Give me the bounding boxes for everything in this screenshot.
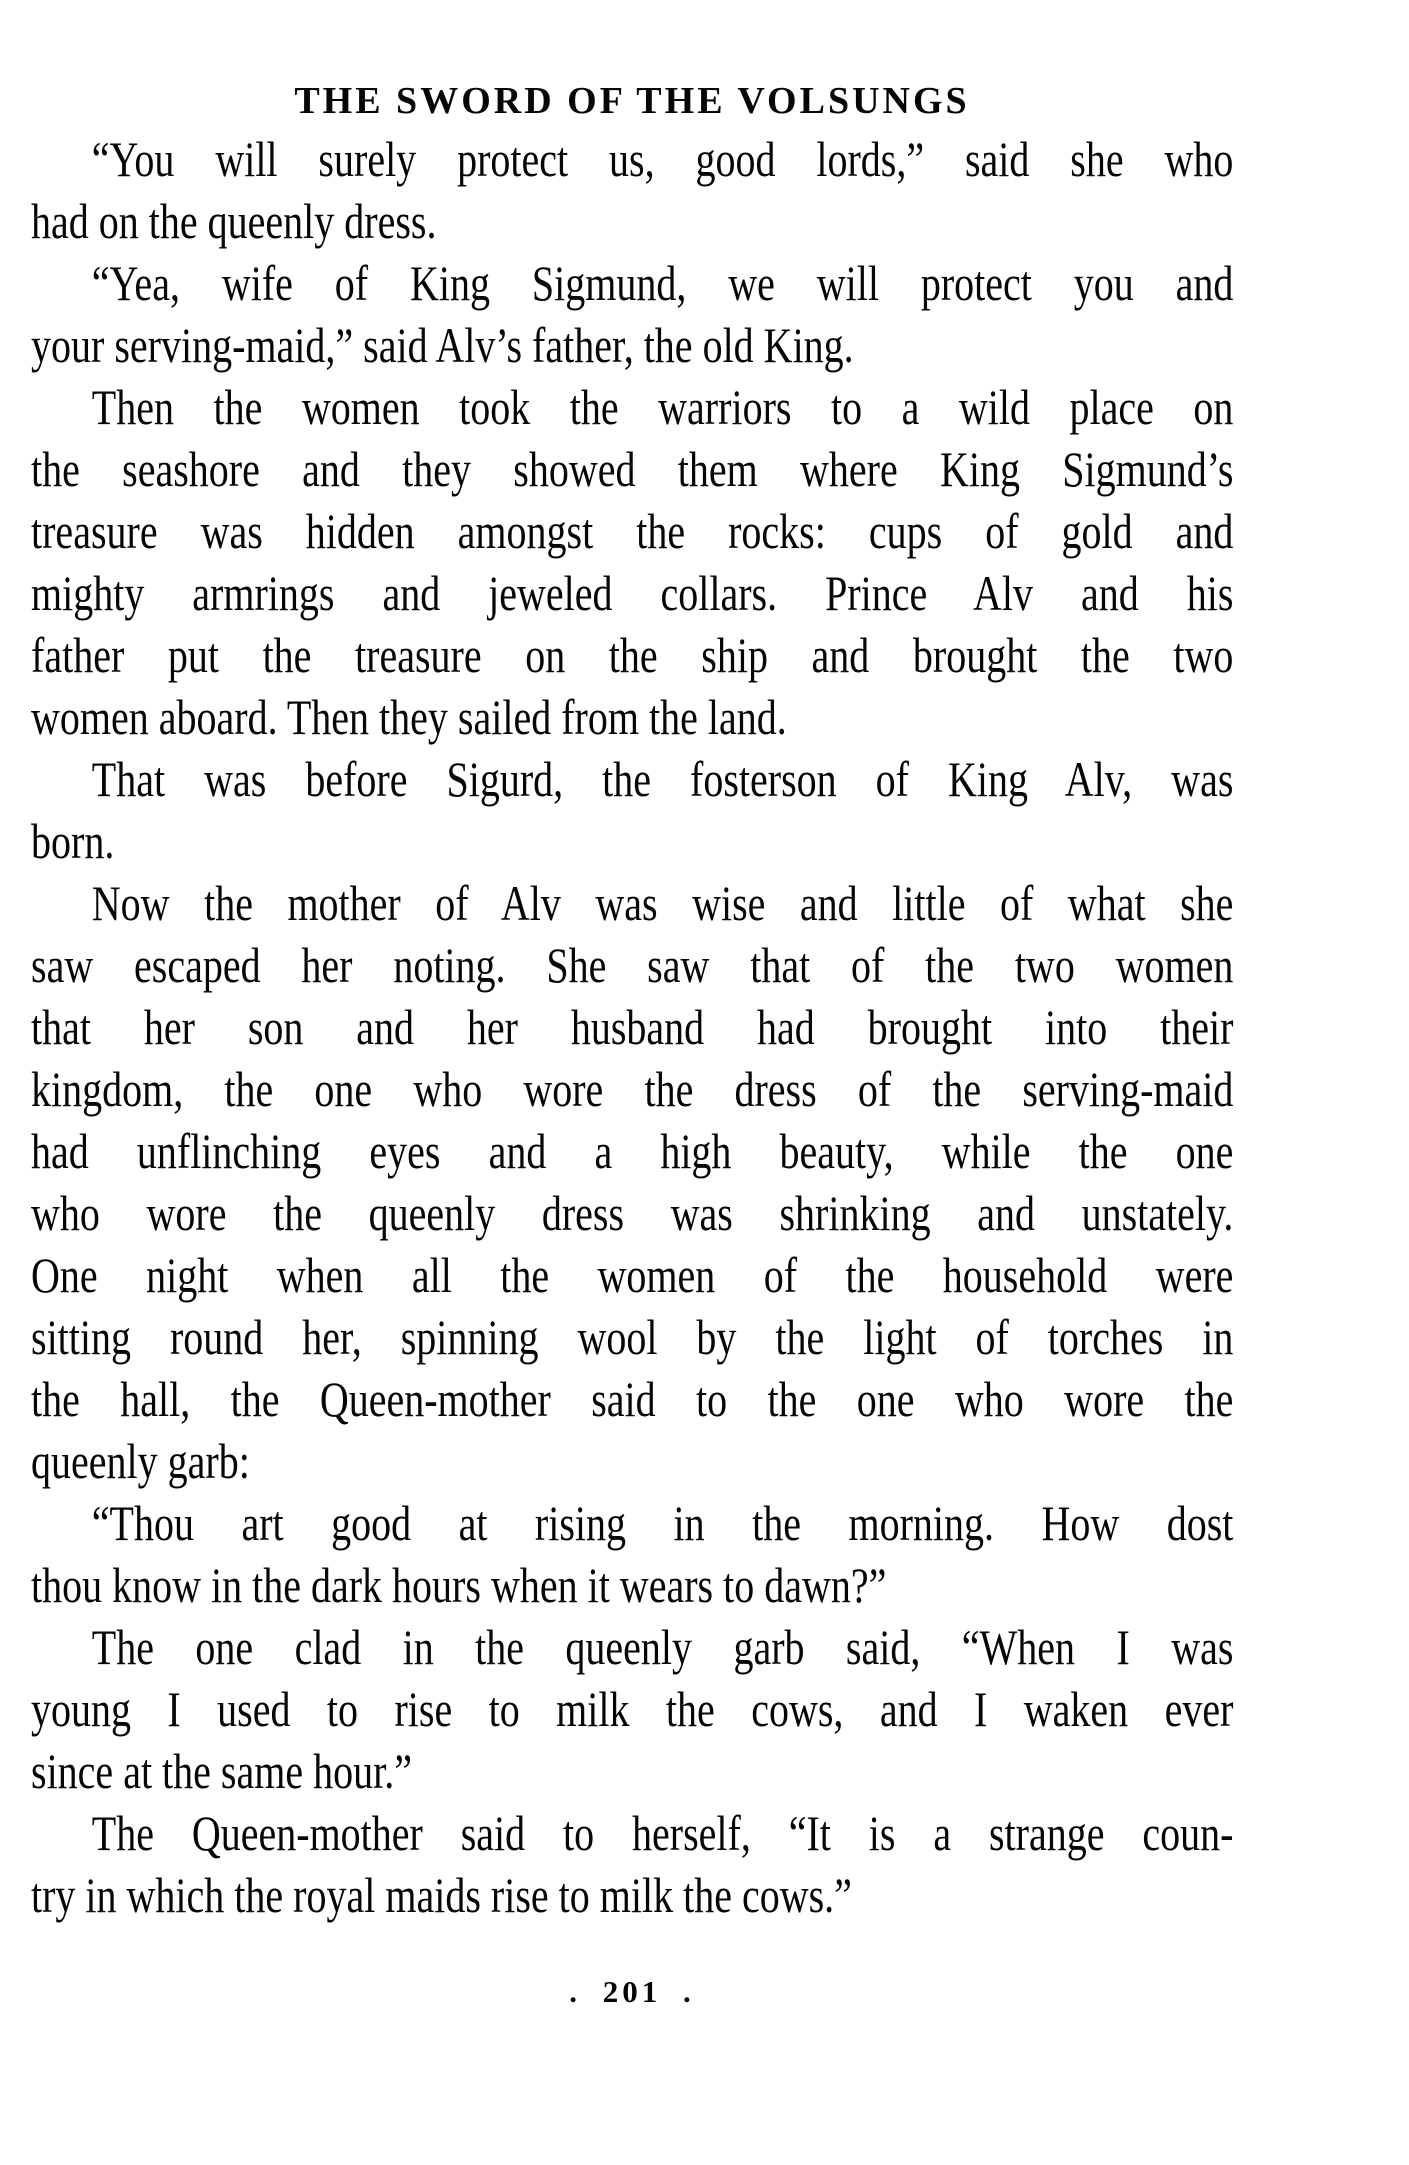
- paragraph: [31, 1492, 1233, 1616]
- text-line: had on the queenly dress.: [31, 193, 437, 249]
- paragraph: [31, 252, 1233, 376]
- running-header: THE SWORD OF THE VOLSUNGS: [294, 80, 970, 122]
- paragraph: [31, 1616, 1233, 1802]
- text-line: The Queen-mother said to herself, “It is a strange coun-: [91, 1805, 1234, 1861]
- paragraph: [31, 1802, 1233, 1926]
- text-line: That was before Sigurd, the fosterson of King Alv, was: [91, 751, 1234, 807]
- text-line: father put the treasure on the ship and brought the two: [31, 627, 1234, 683]
- text-line: since at the same hour.”: [31, 1743, 412, 1799]
- paragraph: [31, 872, 1233, 1492]
- text-line: thou know in the dark hours when it wears to dawn?”: [31, 1557, 887, 1613]
- text-line: the hall, the Queen-mother said to the one who wore the: [31, 1371, 1234, 1427]
- text-line: queenly garb:: [31, 1433, 250, 1489]
- text-line: sitting round her, spinning wool by the light of torches in: [31, 1309, 1234, 1365]
- text-line: that her son and her husband had brought into their: [31, 999, 1234, 1055]
- text-line: born.: [31, 813, 115, 869]
- text-line: had unflinching eyes and a high beauty, while the one: [31, 1123, 1234, 1179]
- text-line: your serving-maid,” said Alv’s father, the old King.: [31, 317, 854, 373]
- text-line: the seashore and they showed them where King Sigmund’s: [31, 441, 1234, 497]
- text-line: saw escaped her noting. She saw that of the two women: [31, 937, 1234, 993]
- text-line: try in which the royal maids rise to milk the cows.”: [31, 1867, 852, 1923]
- text-line: “You will surely protect us, good lords,” said she who: [91, 131, 1234, 187]
- text-line: treasure was hidden amongst the rocks: cups of gold and: [31, 503, 1234, 559]
- text-line: mighty armrings and jeweled collars. Prince Alv and his: [31, 565, 1234, 621]
- text-line: young I used to rise to milk the cows, and I waken ever: [31, 1681, 1234, 1737]
- text-line: Then the women took the warriors to a wild place on: [91, 379, 1234, 435]
- page-number: . 201 .: [569, 1974, 695, 2009]
- page-body: [31, 128, 1233, 1926]
- paragraph: [31, 748, 1233, 872]
- text-line: women aboard. Then they sailed from the land.: [31, 689, 787, 745]
- paragraph: [31, 128, 1233, 252]
- text-line: “Yea, wife of King Sigmund, we will protect you and: [91, 255, 1234, 311]
- text-line: kingdom, the one who wore the dress of the serving-maid: [31, 1061, 1234, 1117]
- text-line: who wore the queenly dress was shrinking and unstately.: [31, 1185, 1234, 1241]
- text-line: “Thou art good at rising in the morning. How dost: [91, 1495, 1234, 1551]
- paragraph: [31, 376, 1233, 748]
- text-line: One night when all the women of the household were: [31, 1247, 1234, 1303]
- text-line: The one clad in the queenly garb said, “When I was: [91, 1619, 1234, 1675]
- text-line: Now the mother of Alv was wise and little of what she: [91, 875, 1234, 931]
